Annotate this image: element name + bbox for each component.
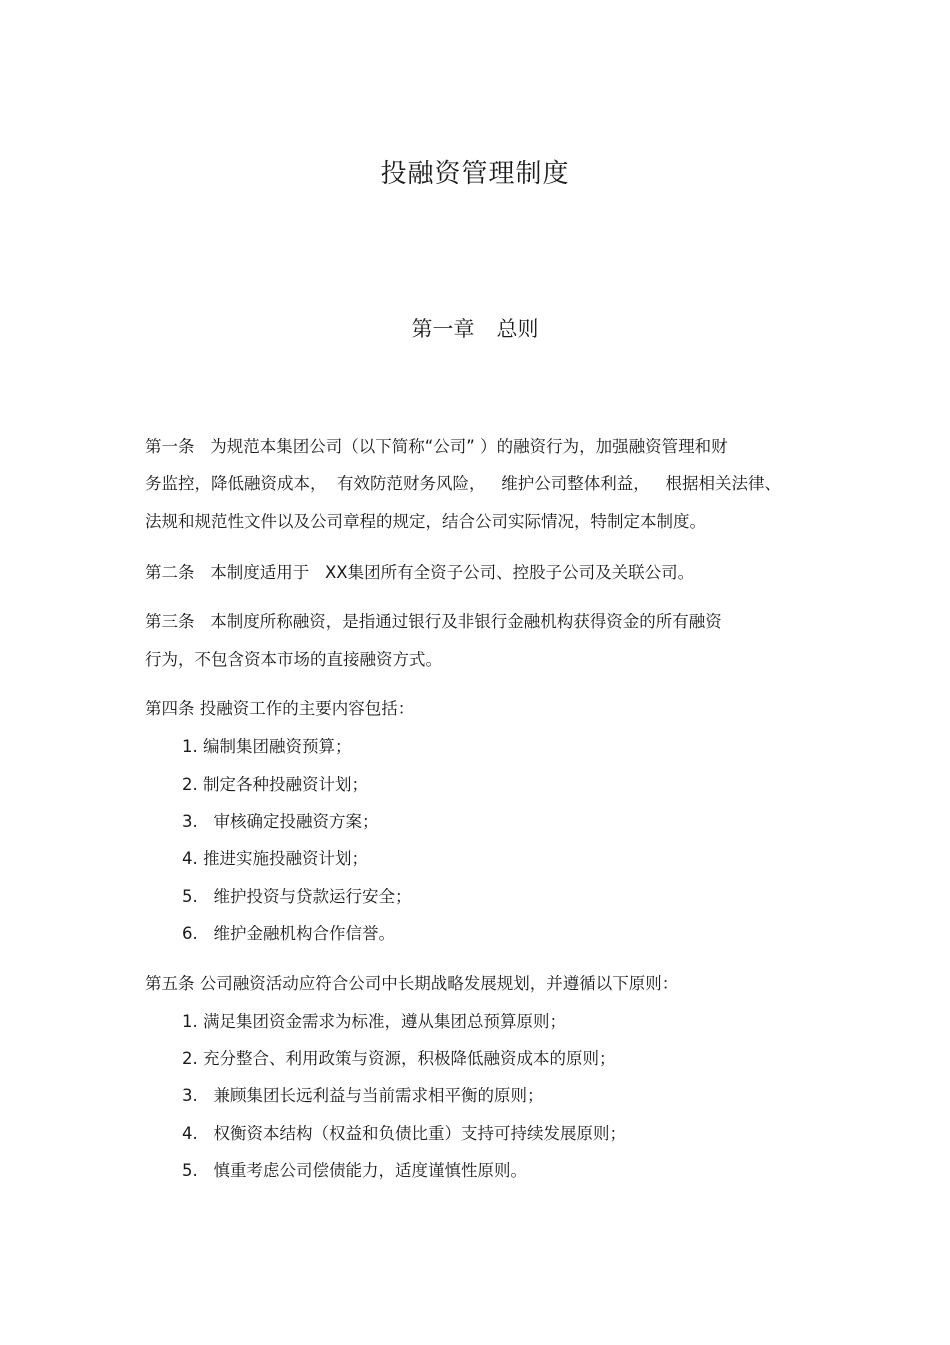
article-4-item: 2. 制定各种投融资计划； (182, 775, 368, 794)
article-4-item: 6. 维护金融机构合作信誉。 (182, 924, 395, 943)
article-5-item: 3. 兼顾集团长远利益与当前需求相平衡的原则； (182, 1086, 544, 1105)
document-title: 投融资管理制度 (380, 159, 570, 189)
chapter-heading (0, 313, 950, 343)
article-4-item: 4. 推进实施投融资计划； (182, 849, 368, 868)
article-3-line-2: 行为，不包含资本市场的直接融资方式。 (145, 650, 442, 669)
chapter-name: 总则 (496, 317, 539, 341)
article-5-intro: 第五条 公司融资活动应符合公司中长期战略发展规划，并遵循以下原则： (145, 974, 679, 993)
article-2-line-1: 第二条 本制度适用于 XX集团所有全资子公司、控股子公司及关联公司。 (145, 563, 695, 582)
article-1-line-1: 第一条 为规范本集团公司（以下简称“公司” ）的融资行为，加强融资管理和财 (145, 437, 728, 456)
article-4-intro: 第四条 投融资工作的主要内容包括： (145, 699, 415, 718)
article-1-line-2: 务监控，降低融资成本， 有效防范财务风险， 维护公司整体利益， 根据相关法律、 (145, 474, 781, 493)
article-3-line-1: 第三条 本制度所称融资，是指通过银行及非银行金融机构获得资金的所有融资 (145, 612, 722, 631)
article-5-item: 1. 满足集团资金需求为标准，遵从集团总预算原则； (182, 1012, 566, 1031)
article-5-item: 4. 权衡资本结构（权益和负债比重）支持可持续发展原则； (182, 1124, 626, 1143)
chapter-number: 第一章 (411, 317, 475, 341)
article-1-line-3: 法规和规范性文件以及公司章程的规定，结合公司实际情况，特制定本制度。 (145, 512, 706, 531)
article-4-item: 1. 编制集团融资预算； (182, 737, 352, 756)
article-4-item: 5. 维护投资与贷款运行安全； (182, 887, 412, 906)
article-4-item: 3. 审核确定投融资方案； (182, 812, 379, 831)
article-5-item: 5. 慎重考虑公司偿债能力，适度谨慎性原则。 (182, 1161, 527, 1180)
article-5-item: 2. 充分整合、利用政策与资源，积极降低融资成本的原则； (182, 1049, 616, 1068)
